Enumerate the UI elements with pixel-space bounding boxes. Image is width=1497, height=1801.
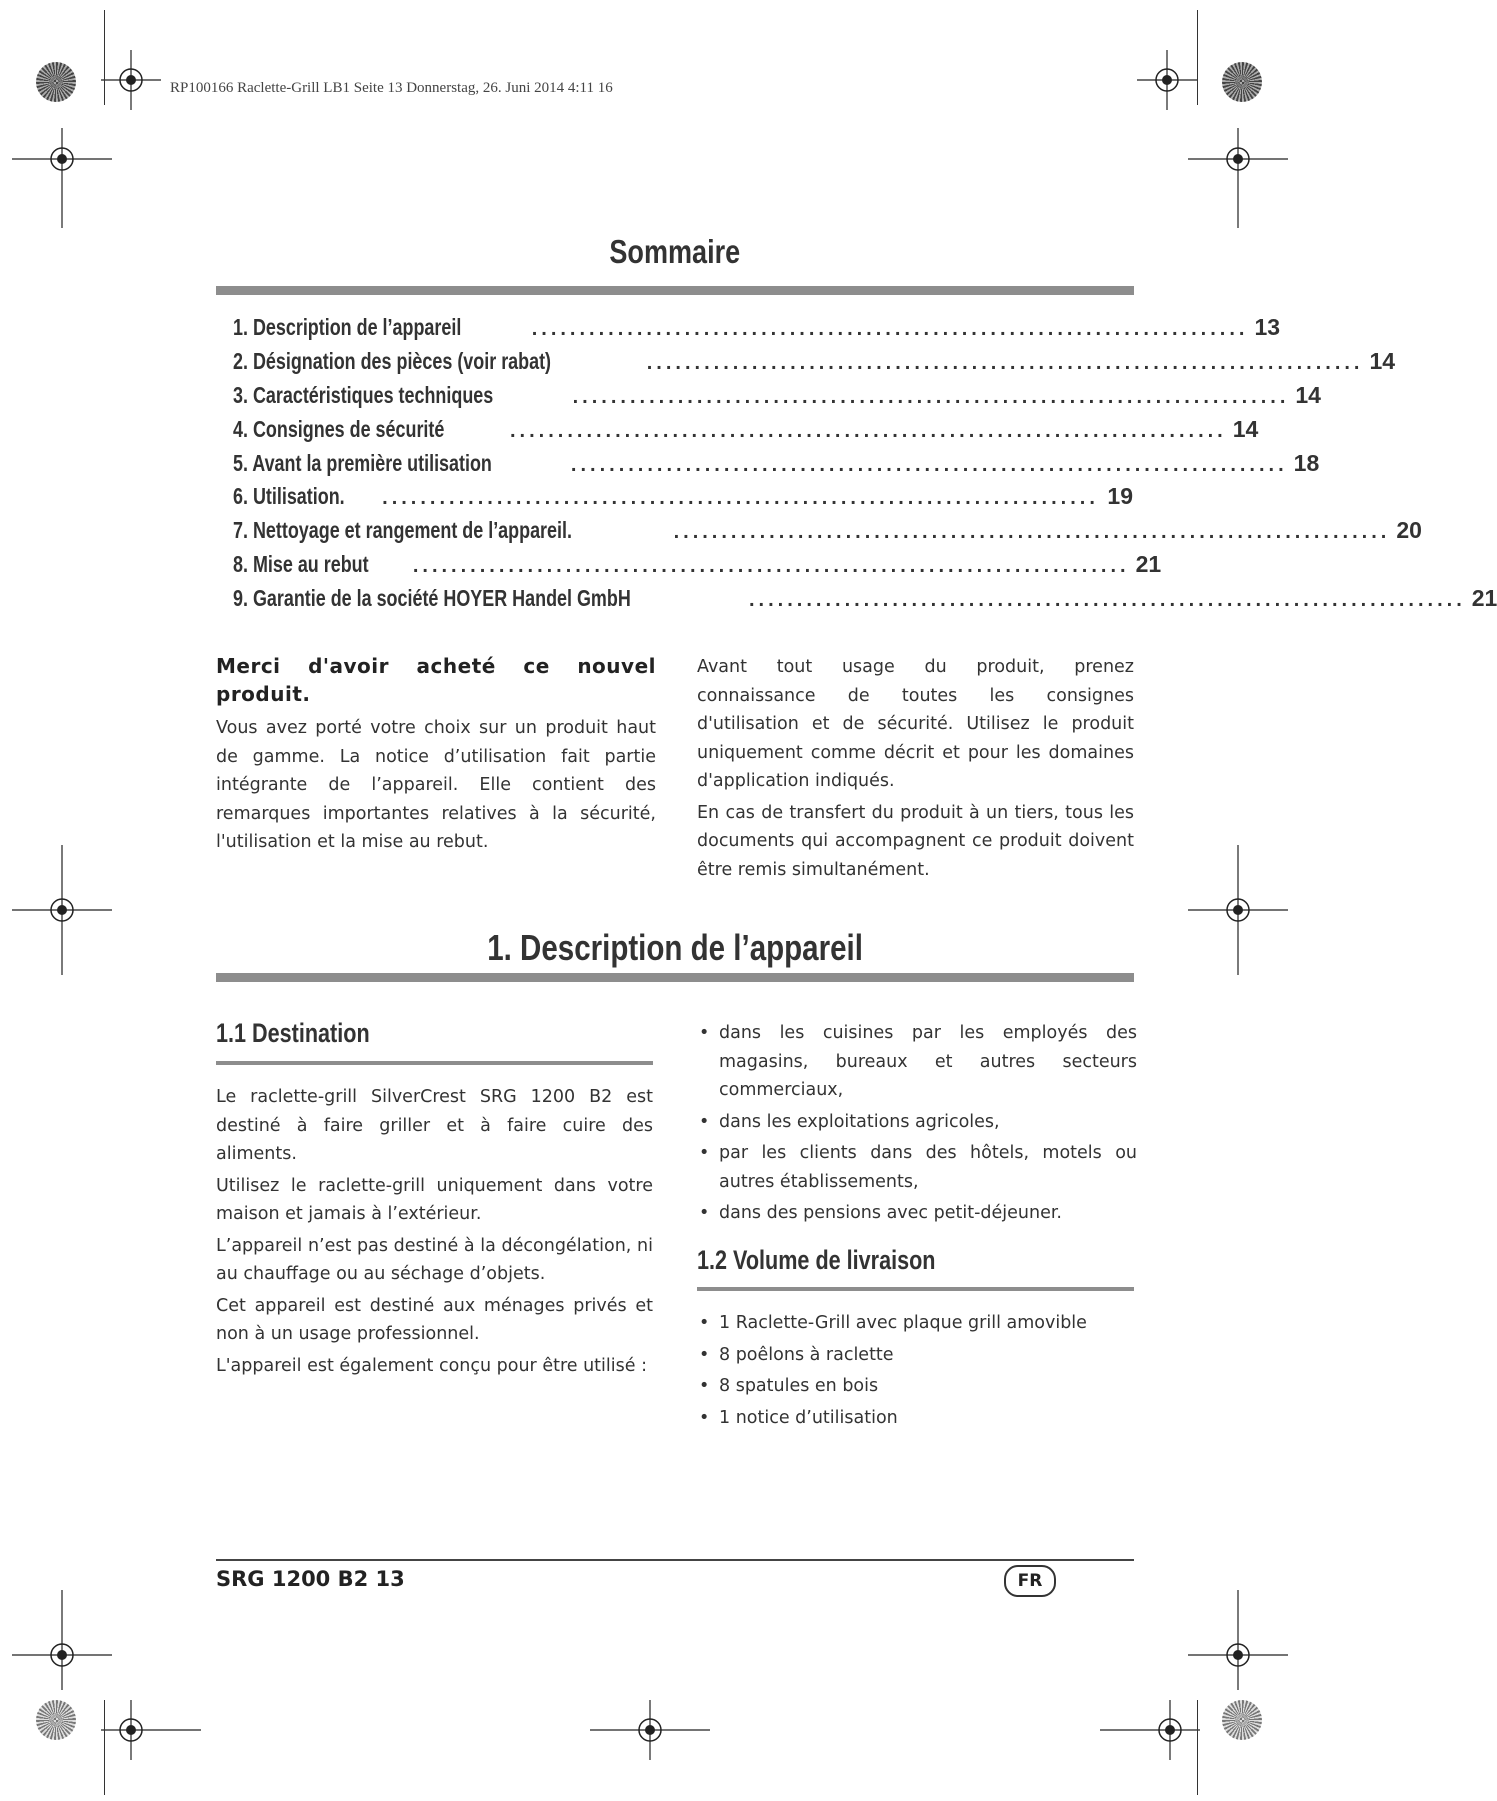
list-item: • 8 spatules en bois xyxy=(697,1372,1137,1401)
toc-item-label: 6. Utilisation. xyxy=(233,483,345,510)
subsection-1-2-rule xyxy=(697,1287,1134,1291)
toc-item-label: 9. Garantie de la société HOYER Handel GmbH xyxy=(233,585,631,612)
list-item: • 1 Raclette-Grill avec plaque grill amovible xyxy=(697,1309,1137,1338)
color-rosette-icon xyxy=(36,1700,76,1740)
section-1-title xyxy=(216,927,1134,969)
toc-item-page: 13 xyxy=(1254,314,1281,340)
toc-leader: ........................................................................... xyxy=(509,419,1227,442)
intro-lead: Merci d'avoir acheté ce nouvel produit. xyxy=(216,654,656,706)
destination-paragraph: Le raclette-grill SilverCrest SRG 1200 B2 est destiné à faire griller et à faire cuire des aliments. xyxy=(216,1087,653,1164)
footer-model-page: SRG 1200 B2 13 xyxy=(216,1567,405,1591)
toc-item[interactable] xyxy=(233,483,1133,517)
list-item: • dans les cuisines par les employés des magasins, bureaux et autres secteurs commerciaux, xyxy=(697,1019,1137,1105)
toc-leader: ........................................................................... xyxy=(749,589,1466,612)
toc-item-label: 1. Description de l’appareil xyxy=(233,314,462,340)
toc-item[interactable] xyxy=(233,347,1396,382)
section-1-rule xyxy=(216,973,1134,982)
toc-leader: ........................................................................... xyxy=(646,351,1364,374)
toc-item-page: 18 xyxy=(1293,449,1320,476)
intro-paragraph: En cas de transfert du produit à un tiers, tous les documents qui accompagnent ce produit doivent être remis simultanément. xyxy=(697,802,1134,880)
toc-item-page: 20 xyxy=(1396,517,1422,544)
delivery-column xyxy=(697,1309,1137,1435)
toc-item-page: 19 xyxy=(1107,483,1133,510)
color-rosette-icon xyxy=(1222,62,1262,102)
subsection-1-1-title xyxy=(216,1018,408,1049)
sommaire-rule xyxy=(216,286,1134,295)
registration-mark-icon xyxy=(101,50,161,110)
toc-item-page: 14 xyxy=(1232,415,1259,442)
registration-mark-icon xyxy=(12,1590,112,1690)
toc-item[interactable] xyxy=(233,551,1162,585)
toc-item-label: 3. Caractéristiques techniques xyxy=(233,381,494,408)
table-of-contents xyxy=(233,314,1497,619)
toc-leader: ........................................................................... xyxy=(382,487,1099,510)
color-rosette-icon xyxy=(1222,1700,1262,1740)
subsection-1-2-title-text: 1.2 Volume de livraison xyxy=(697,1245,936,1275)
sommaire-title-text: Sommaire xyxy=(609,233,741,270)
usage-column xyxy=(697,1019,1137,1231)
toc-item[interactable] xyxy=(233,314,1281,348)
list-item: • dans les exploitations agricoles, xyxy=(697,1108,1137,1137)
registration-mark-icon xyxy=(12,128,112,228)
toc-leader: ........................................................................... xyxy=(531,318,1249,340)
sommaire-title xyxy=(216,233,1134,271)
toc-leader: ........................................................................... xyxy=(570,453,1288,476)
registration-mark-icon xyxy=(1100,1700,1200,1760)
destination-paragraph: L'appareil est également conçu pour être utilisé : xyxy=(216,1355,647,1376)
toc-item-label: 7. Nettoyage et rangement de l’appareil. xyxy=(233,517,572,544)
intro-left-column xyxy=(216,652,656,860)
subsection-1-1-title-text: 1.1 Destination xyxy=(216,1018,370,1048)
crop-line xyxy=(1197,1700,1198,1795)
toc-item-page: 14 xyxy=(1295,381,1321,408)
registration-mark-icon xyxy=(1188,128,1288,228)
footer-rule xyxy=(216,1559,1134,1561)
toc-item[interactable] xyxy=(233,585,1497,619)
list-item: • 8 poêlons à raclette xyxy=(697,1341,1137,1370)
print-header: RP100166 Raclette-Grill LB1 Seite 13 Donnerstag, 26. Juni 2014 4:11 16 xyxy=(170,80,613,96)
toc-item[interactable] xyxy=(233,381,1321,416)
registration-mark-icon xyxy=(1188,1590,1288,1690)
registration-mark-icon xyxy=(590,1700,710,1760)
list-item: • 1 notice d’utilisation xyxy=(697,1404,1137,1433)
toc-item-page: 14 xyxy=(1369,347,1396,374)
toc-item-page: 21 xyxy=(1471,585,1497,612)
toc-leader: ........................................................................... xyxy=(673,521,1391,544)
toc-item-label: 8. Mise au rebut xyxy=(233,551,369,578)
section-1-title-text: 1. Description de l’appareil xyxy=(487,927,863,968)
delivery-list xyxy=(697,1309,1137,1432)
intro-right-column xyxy=(697,653,1134,887)
toc-leader: ........................................................................... xyxy=(572,385,1290,408)
subsection-1-2-title xyxy=(697,1245,995,1276)
color-rosette-icon xyxy=(36,62,76,102)
registration-mark-icon xyxy=(101,1700,201,1760)
crop-line xyxy=(104,10,105,105)
list-item: • dans des pensions avec petit-déjeuner. xyxy=(697,1199,1137,1228)
intro-paragraph: Vous avez porté votre choix sur un produit haut de gamme. La notice d’utilisation fait partie intégrante de l’appareil. Elle contient des remarques importantes relatives à la sécurité, l'utilisation et la mise au rebut. xyxy=(216,718,656,852)
crop-line xyxy=(1197,10,1198,105)
toc-item-label: 4. Consignes de sécurité xyxy=(233,415,445,442)
destination-column xyxy=(216,1083,653,1383)
toc-item[interactable] xyxy=(233,517,1422,551)
toc-item[interactable] xyxy=(233,415,1259,450)
registration-mark-icon xyxy=(12,845,112,975)
registration-mark-icon xyxy=(1137,50,1197,110)
toc-item-page: 21 xyxy=(1135,551,1162,578)
crop-line xyxy=(104,1700,105,1795)
subsection-1-1-rule xyxy=(216,1061,653,1065)
toc-leader: ........................................................................... xyxy=(412,555,1130,578)
destination-paragraph: Utilisez le raclette-grill uniquement dans votre maison et jamais à l’extérieur. xyxy=(216,1175,653,1224)
registration-mark-icon xyxy=(1188,845,1288,975)
usage-list xyxy=(697,1019,1137,1228)
destination-paragraph: Cet appareil est destiné aux ménages privés et non à un usage professionnel. xyxy=(216,1295,653,1344)
intro-paragraph: Avant tout usage du produit, prenez connaissance de toutes les consignes d'utilisation et de sécurité. Utilisez le produit uniquement comme décrit et pour les domaines d'application indiqués. xyxy=(697,657,1134,791)
language-badge: FR xyxy=(1004,1565,1056,1597)
destination-paragraph: L’appareil n’est pas destiné à la décongélation, ni au chauffage ou au séchage d’objets. xyxy=(216,1235,653,1284)
list-item: • par les clients dans des hôtels, motels ou autres établissements, xyxy=(697,1139,1137,1196)
toc-item[interactable] xyxy=(233,449,1320,484)
toc-item-label: 2. Désignation des pièces (voir rabat) xyxy=(233,347,552,374)
toc-item-label: 5. Avant la première utilisation xyxy=(233,449,492,476)
